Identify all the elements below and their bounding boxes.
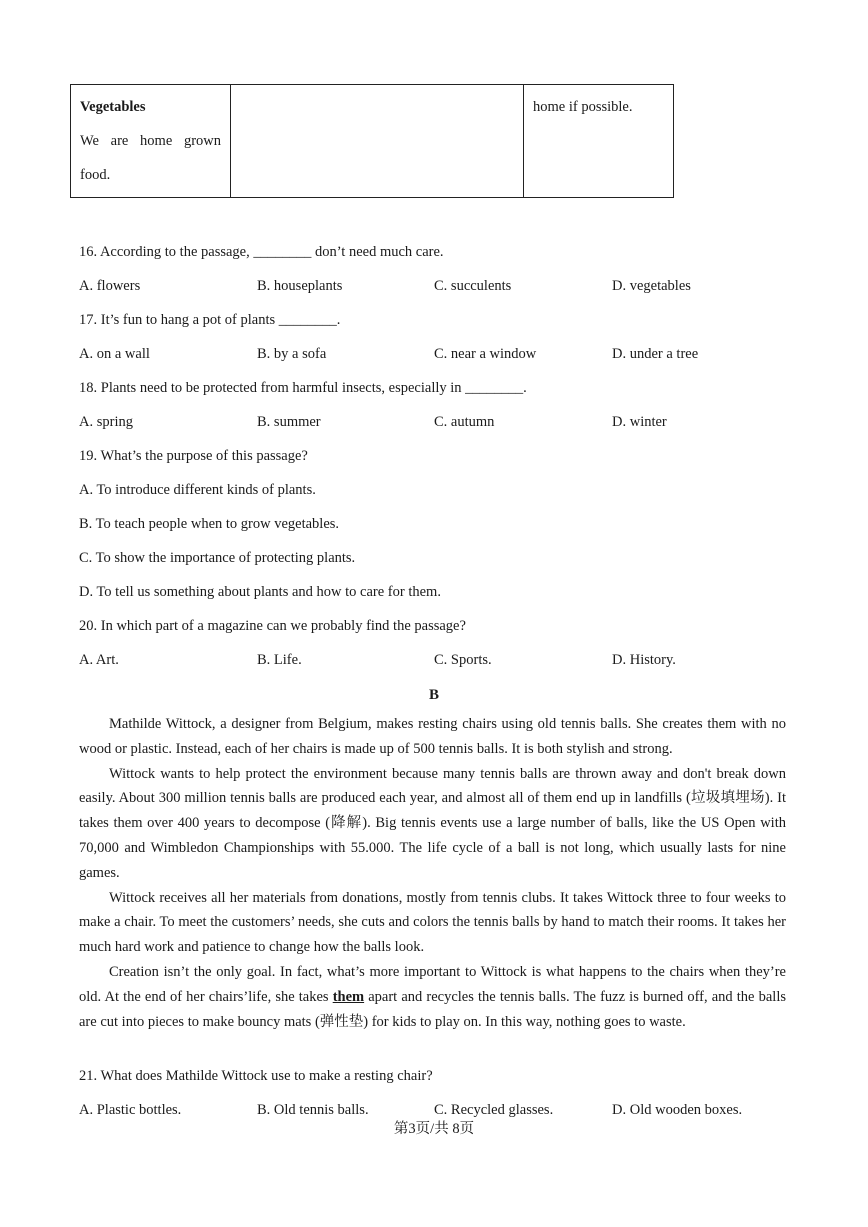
question-18-option-b[interactable]: B. summer [257,414,321,430]
question-19-option-b[interactable]: B. To teach people when to grow vegetables. [79,516,340,532]
question-18-stem: 18. Plants need to be protected from harmful insects, especially in ________. [79,380,527,396]
question-16-option-a[interactable]: A. flowers [79,278,141,294]
passage-paragraph: Wittock receives all her materials from donations, mostly from tennis clubs. It takes Wittock three to four weeks to make a chair. To meet the customers’ needs, she cuts and colors the tennis balls by hand to match their rooms. It takes her much hard work and patience to change how the balls look. [79,889,786,956]
question-21-option-c[interactable]: C. Recycled glasses. [434,1102,554,1118]
table-cell-category [71,85,231,197]
table-cell-description [231,85,524,197]
question-18-option-c[interactable]: C. autumn [434,414,495,430]
table-cell-text: We are home grown food. [80,133,221,183]
reading-passage [79,712,786,1034]
passage-paragraph: Wittock wants to help protect the environment because many tennis balls are thrown away and don't break down easily. About 300 million tennis balls are produced each year, and almost all of them end up in landfills (垃圾填埋场). It takes them over 400 years to decompose (降解). Big tennis events use a large number of balls, like the US Open with 70,000 and Wimbledon Championships with 55.000. The life cycle of a ball is not long, which usually lasts for nine games. [79,765,786,881]
section-heading: B [428,687,439,703]
question-21-option-b[interactable]: B. Old tennis balls. [257,1102,369,1118]
question-17-option-b[interactable]: B. by a sofa [257,346,327,362]
question-16-option-b[interactable]: B. houseplants [257,278,343,294]
plant-care-table [70,84,674,198]
question-16-option-c[interactable]: C. succulents [434,278,512,294]
table-cell-text: home if possible. [533,99,633,115]
question-16-option-d[interactable]: D. vegetables [612,278,691,294]
question-17-option-a[interactable]: A. on a wall [79,346,150,362]
question-20-stem: 20. In which part of a magazine can we probably find the passage? [79,618,466,634]
passage-text: apart and recycles the tennis balls. The fuzz is burned off, and the balls are cut into pieces to make bouncy mats (弹性垫) for kids to play on. In this way, nothing goes to waste. [79,988,786,1030]
table-cell-heading: Vegetables [80,99,146,115]
question-16-stem: 16. According to the passage, ________ don’t need much care. [79,244,444,260]
question-20-option-a[interactable]: A. Art. [79,652,119,668]
passage-paragraph: Mathilde Wittock, a designer from Belgium, makes resting chairs using old tennis balls. She creates them with no wood or plastic. Instead, each of her chairs is made up of 500 tennis balls. It is both stylish and strong. [79,716,786,757]
question-21-stem: 21. What does Mathilde Wittock use to make a resting chair? [79,1068,433,1084]
underlined-word: them [332,988,365,1005]
question-17-stem: 17. It’s fun to hang a pot of plants ________. [79,312,341,328]
question-17-option-d[interactable]: D. under a tree [612,346,699,362]
question-19-stem: 19. What’s the purpose of this passage? [79,448,308,464]
question-18-option-a[interactable]: A. spring [79,414,133,430]
question-21-option-d[interactable]: D. Old wooden boxes. [612,1102,743,1118]
question-20-option-d[interactable]: D. History. [612,652,676,668]
passage-paragraph [79,960,786,1034]
passage-text: Creation isn’t the only goal. In fact, what’s more important to Wittock is what happens to the chairs when they’re old. At the end of her chairs’life, she takes [79,963,786,1005]
question-19-option-d[interactable]: D. To tell us something about plants and how to care for them. [79,584,441,600]
question-19-option-a[interactable]: A. To introduce different kinds of plants. [79,482,316,498]
question-18-option-d[interactable]: D. winter [612,414,667,430]
question-21-option-a[interactable]: A. Plastic bottles. [79,1102,182,1118]
table-cell-tips [524,85,673,197]
question-20-option-b[interactable]: B. Life. [257,652,302,668]
page-number: 第3页/共 8页 [393,1121,475,1137]
question-17-option-c[interactable]: C. near a window [434,346,537,362]
question-20-option-c[interactable]: C. Sports. [434,652,492,668]
question-19-option-c[interactable]: C. To show the importance of protecting plants. [79,550,356,566]
